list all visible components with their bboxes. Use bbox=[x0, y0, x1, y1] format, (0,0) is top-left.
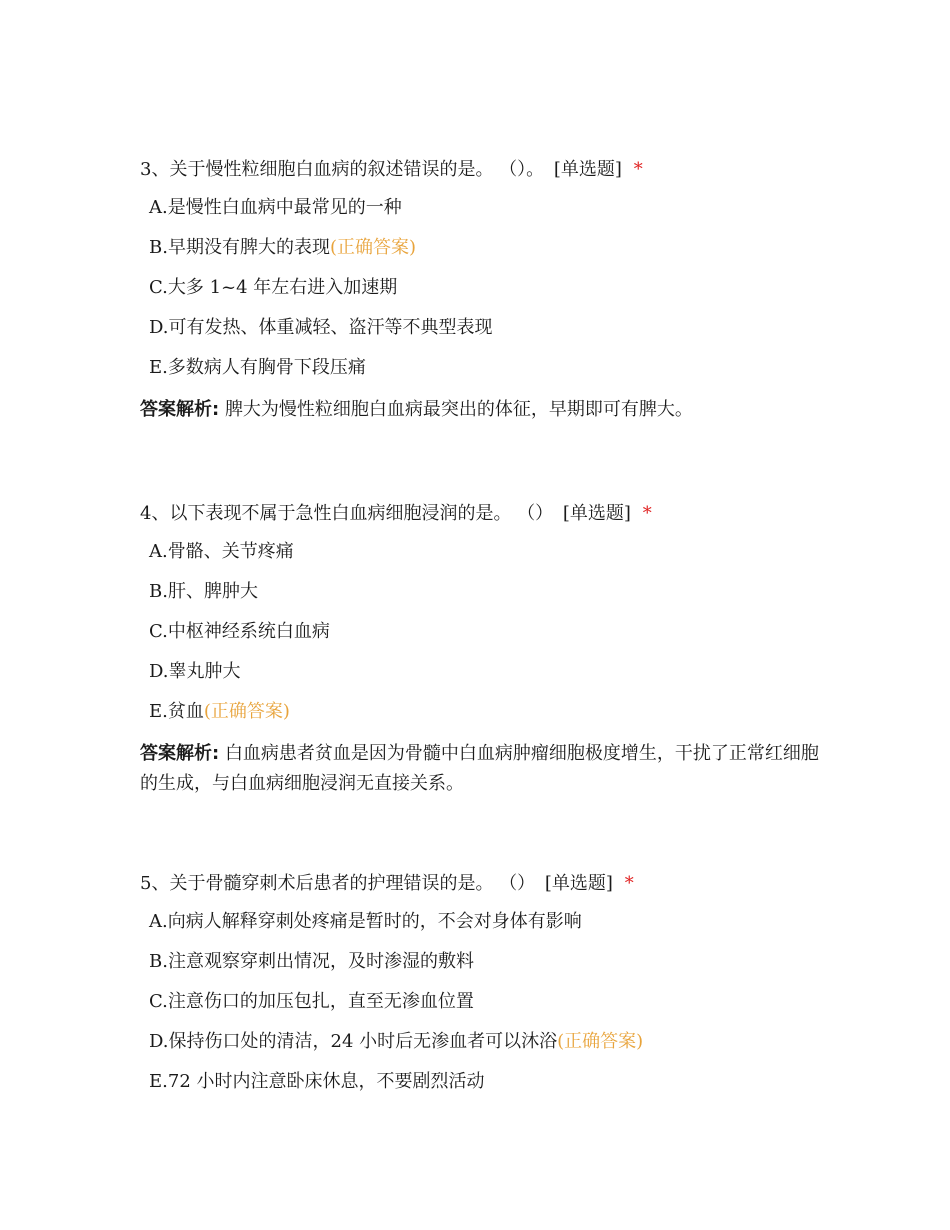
required-mark: * bbox=[642, 503, 652, 524]
analysis-label: 答案解析: bbox=[140, 399, 220, 420]
analysis-text: 白血病患者贫血是因为骨髓中白血病肿瘤细胞极度增生，干扰了正常红细胞的生成，与白血病细胞浸润无直接关系。 bbox=[140, 743, 819, 794]
question-text: 3、关于慢性粒细胞白血病的叙述错误的是。 （）。 bbox=[140, 159, 545, 180]
option-b: B.肝、脾肿大 bbox=[149, 581, 258, 602]
question-title bbox=[140, 871, 830, 897]
question-type: [单选题] bbox=[544, 873, 613, 894]
answer-analysis bbox=[140, 739, 830, 799]
option-d: D.可有发热、体重减轻、盗汗等不典型表现 bbox=[149, 317, 493, 338]
correct-answer-mark: (正确答案) bbox=[203, 701, 290, 722]
option-e: E.多数病人有胸骨下段压痛 bbox=[149, 357, 366, 378]
required-mark: * bbox=[633, 159, 643, 180]
option-c: C.中枢神经系统白血病 bbox=[149, 621, 330, 642]
option-d: D.保持伤口处的清洁，24 小时后无渗血者可以沐浴(正确答案) bbox=[149, 1031, 644, 1052]
question-title bbox=[140, 501, 830, 527]
question-5 bbox=[140, 871, 830, 1109]
required-mark: * bbox=[624, 873, 634, 894]
question-text: 4、以下表现不属于急性白血病细胞浸润的是。 （） bbox=[140, 503, 554, 524]
option-c: C.大多 1~4 年左右进入加速期 bbox=[149, 277, 398, 298]
question-text: 5、关于骨髓穿刺术后患者的护理错误的是。 （） bbox=[140, 873, 536, 894]
option-a: A.向病人解释穿刺处疼痛是暂时的，不会对身体有影响 bbox=[149, 911, 582, 932]
question-title bbox=[140, 157, 830, 183]
question-4 bbox=[140, 501, 830, 799]
correct-answer-mark: (正确答案) bbox=[329, 237, 416, 258]
option-d: D.睾丸肿大 bbox=[149, 661, 241, 682]
correct-answer-mark: (正确答案) bbox=[557, 1031, 644, 1052]
option-a: A.是慢性白血病中最常见的一种 bbox=[149, 197, 402, 218]
option-e: E.贫血(正确答案) bbox=[149, 701, 290, 722]
question-3 bbox=[140, 157, 830, 425]
option-list bbox=[140, 909, 830, 1109]
option-list bbox=[140, 539, 830, 739]
option-e: E.72 小时内注意卧床休息，不要剧烈活动 bbox=[149, 1071, 485, 1092]
analysis-label: 答案解析: bbox=[140, 743, 220, 764]
answer-analysis bbox=[140, 395, 830, 425]
option-a: A.骨骼、关节疼痛 bbox=[149, 541, 294, 562]
option-b: B.早期没有脾大的表现(正确答案) bbox=[149, 237, 416, 258]
option-list bbox=[140, 195, 830, 395]
question-type: [单选题] bbox=[562, 503, 631, 524]
analysis-text: 脾大为慢性粒细胞白血病最突出的体征，早期即可有脾大。 bbox=[224, 399, 693, 420]
option-c: C.注意伤口的加压包扎，直至无渗血位置 bbox=[149, 991, 474, 1012]
question-type: [单选题] bbox=[553, 159, 622, 180]
option-b: B.注意观察穿刺出情况，及时渗湿的敷料 bbox=[149, 951, 474, 972]
